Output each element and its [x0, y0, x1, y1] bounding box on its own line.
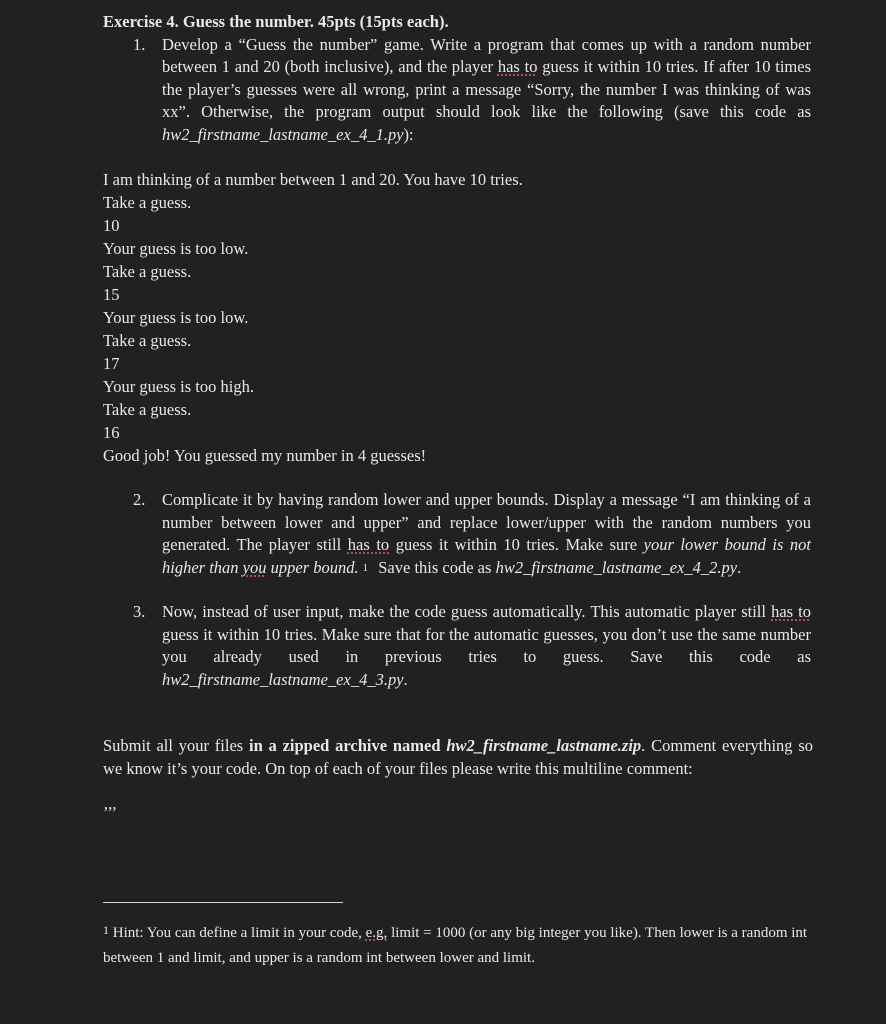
task-2 [103, 489, 813, 579]
submit-instructions: Submit all your files in a zipped archive named hw2_firstname_lastname.zip. Comment everything so we know it’s your code. On top of each of your files please write this multiline comment: [103, 736, 813, 778]
footnote: $^1$ Hint: You can define a limit in your code, e.g, limit = 1000 (or any big integer you like). Then lower is a random int between 1 and limit, and upper is a random int between lower and limit. [103, 923, 808, 966]
grammar-underline: has to [347, 535, 390, 554]
filename: hw2_firstname_lastname.zip [446, 736, 642, 755]
task-3-text: Now, instead of user input, make the code guess automatically. This automatic player still has to guess it within 10 tries. Make sure that for the automatic guesses, you don’t use the same number you already used in previous tries to guess. Save this code as hw2_firstname_lastname_ex_4_3.py. [162, 602, 811, 689]
task-1-text: Develop a “Guess the number” game. Write a program that comes up with a random number between 1 and 20 (both inclusive), and the player has to guess it within 10 tries. If after 10 times the player’s guesses were all wrong, print a message “Sorry, the number I was thinking of was xx”. Otherwise, the program output should look like the following (save this code as hw2_firstname_lastname_ex_4_1.py): [162, 34, 811, 144]
output-line: 15 [103, 285, 120, 304]
output-line: Take a guess. [103, 400, 192, 419]
filename: hw2_firstname_lastname_ex_4_1.py [162, 124, 404, 144]
footnote-reference[interactable]: 1 [362, 561, 369, 574]
footnote-number: 1 [103, 923, 109, 937]
grammar-underline: has to [497, 57, 538, 76]
document-page [103, 11, 813, 825]
task-3 [103, 601, 813, 691]
output-line: Your guess is too low. [103, 308, 249, 327]
output-line: 16 [103, 423, 120, 442]
output-line: I am thinking of a number between 1 and 20. You have 10 tries. [103, 170, 523, 189]
output-line: Good job! You guessed my number in 4 guesses! [103, 446, 427, 465]
output-line: 17 [103, 354, 120, 373]
output-line: Take a guess. [103, 262, 192, 281]
grammar-underline: has to [771, 602, 811, 621]
grammar-underline: you [242, 557, 267, 577]
footnote-divider [103, 902, 343, 903]
exercise-title: Exercise 4. Guess the number. 45pts (15pts each). [103, 12, 449, 31]
output-line: Take a guess. [103, 193, 192, 212]
sample-output [103, 168, 813, 467]
comment-quotes: ’’’ [103, 803, 118, 822]
output-line: Take a guess. [103, 331, 192, 350]
output-line: Your guess is too low. [103, 239, 249, 258]
task-2-number: 2. [133, 490, 146, 509]
output-line: Your guess is too high. [103, 377, 254, 396]
grammar-underline: e.g, [365, 925, 388, 941]
filename: hw2_firstname_lastname_ex_4_3.py [162, 669, 404, 689]
output-line: 10 [103, 216, 120, 235]
task-1-number: 1. [133, 34, 146, 54]
filename: hw2_firstname_lastname_ex_4_2.py [495, 557, 738, 577]
task-1 [103, 34, 813, 147]
task-2-text: Complicate it by having random lower and upper bounds. Display a message “I am thinking of a number between lower and upper” and replace lower/upper with the random numbers you generated. The player still has to guess it within 10 tries. Make sure your lower bound is not higher than you upper bound. 1 Save this code as hw2_firstname_lastname_ex_4_2.py. [162, 490, 811, 577]
task-3-number: 3. [133, 602, 146, 621]
